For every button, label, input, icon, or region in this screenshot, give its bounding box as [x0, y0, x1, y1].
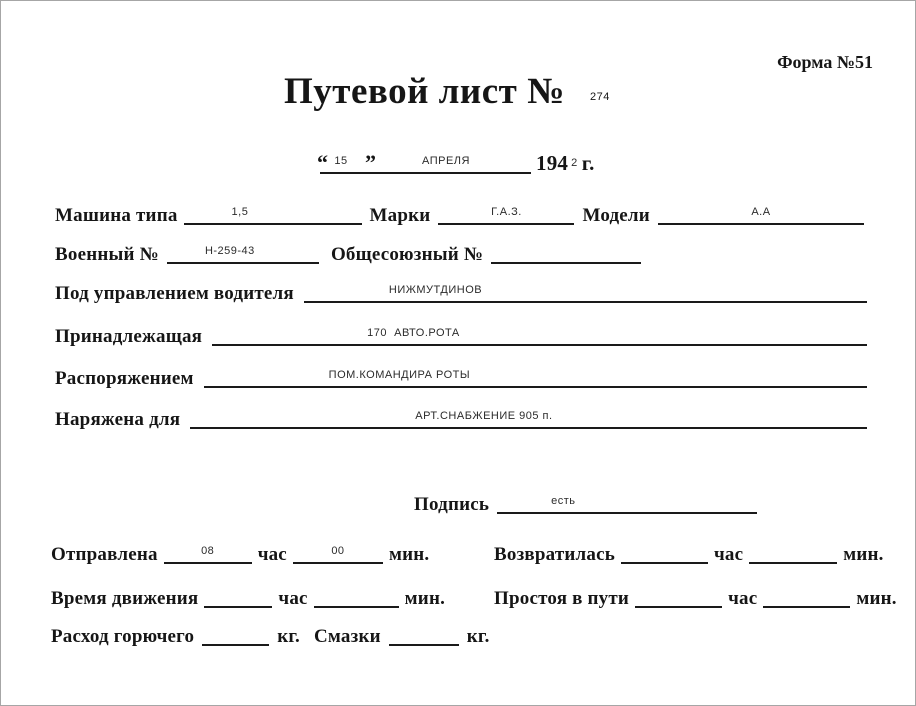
returned-hour-unit: час [713, 544, 744, 565]
row-idle-time [494, 584, 897, 608]
signature-label: Подпись [414, 494, 490, 515]
departed-minute-unit: мин. [388, 544, 430, 565]
driver-field [304, 279, 867, 303]
doc-number: 274 [590, 91, 610, 103]
driver-label: Под управлением водителя [55, 283, 294, 304]
brand-label: Марки [369, 205, 431, 226]
row-ordered-by [55, 364, 867, 388]
row-returned [494, 540, 884, 564]
assigned-for-label: Наряжена для [55, 409, 181, 430]
assigned-for-value: АРТ.СНАБЖЕНИЕ 905 п. [415, 410, 553, 422]
driving-time-minute-unit: мин. [404, 588, 446, 609]
date-row [317, 150, 595, 174]
ordered-by-field [204, 364, 867, 388]
brand-value: Г.А.З. [491, 206, 522, 218]
ordered-by-label: Распоряжением [55, 368, 194, 389]
military-number-value: Н-259-43 [204, 245, 255, 257]
machine-type-value: 1,5 [231, 206, 249, 218]
row-driving-time [51, 584, 445, 608]
date-month-value: АПРЕЛЯ [422, 155, 470, 167]
model-field [658, 201, 864, 225]
idle-time-label: Простоя в пути [494, 588, 630, 609]
driving-time-hour-unit: час [278, 588, 308, 609]
departed-minutes-value: 00 [331, 545, 345, 557]
row-machine [55, 201, 864, 225]
model-value: А.А [751, 206, 771, 218]
row-driver [55, 279, 867, 303]
returned-label: Возвратилась [494, 544, 615, 565]
driving-time-label: Время движения [51, 588, 199, 609]
date-year-printed: 194 [536, 151, 569, 175]
lubricant-kg-unit: кг. [466, 626, 490, 647]
page-title: Путевой лист № [284, 71, 565, 112]
driving-time-hours-field [204, 584, 272, 608]
machine-type-label: Машина типа [55, 205, 178, 226]
idle-time-minute-unit: мин. [856, 588, 897, 609]
idle-time-hour-unit: час [728, 588, 758, 609]
military-number-label: Военный № [55, 244, 159, 265]
union-number-field [491, 240, 641, 264]
belonging-label: Принадлежащая [55, 326, 203, 347]
returned-minute-unit: мин. [843, 544, 884, 565]
departed-minutes-field [293, 540, 383, 564]
belonging-value: 170 АВТО.РОТА [367, 327, 460, 339]
returned-hours-field [621, 540, 708, 564]
signature-field [497, 490, 757, 514]
fuel-label: Расход горючего [51, 626, 195, 647]
date-close-quote: ” [365, 150, 376, 175]
idle-time-minutes-field [763, 584, 850, 608]
row-departed [51, 540, 429, 564]
driving-time-minutes-field [314, 584, 399, 608]
form-code: Форма №51 [777, 52, 873, 72]
departed-hour-unit: час [257, 544, 287, 565]
assigned-for-field [190, 405, 867, 429]
date-open-quote: “ [317, 150, 328, 175]
lubricant-field [389, 622, 459, 646]
military-number-field [167, 240, 319, 264]
fuel-field [202, 622, 269, 646]
row-belonging [55, 322, 867, 346]
date-month-field [361, 150, 531, 174]
idle-time-hours-field [635, 584, 722, 608]
fuel-kg-unit: кг. [277, 626, 300, 647]
date-year-written: 2 [571, 157, 578, 169]
date-day-value: 15 [334, 155, 348, 167]
union-number-label: Общесоюзный № [330, 244, 484, 265]
date-year-unit: г. [581, 151, 595, 175]
departed-hours-value: 08 [201, 545, 215, 557]
row-numbers [55, 240, 641, 264]
driver-value: НИЖМУТДИНОВ [388, 284, 483, 296]
brand-field [438, 201, 574, 225]
model-label: Модели [582, 205, 650, 226]
belonging-field [212, 322, 867, 346]
row-consumption [51, 622, 490, 646]
returned-minutes-field [749, 540, 837, 564]
machine-type-field [184, 201, 362, 225]
lubricant-label: Смазки [314, 626, 381, 647]
ordered-by-value: ПОМ.КОМАНДИРА РОТЫ [328, 369, 471, 381]
departed-label: Отправлена [51, 544, 158, 565]
departed-hours-field [164, 540, 252, 564]
signature-value: есть [551, 495, 576, 507]
row-signature [414, 490, 757, 514]
row-assigned-for [55, 405, 867, 429]
